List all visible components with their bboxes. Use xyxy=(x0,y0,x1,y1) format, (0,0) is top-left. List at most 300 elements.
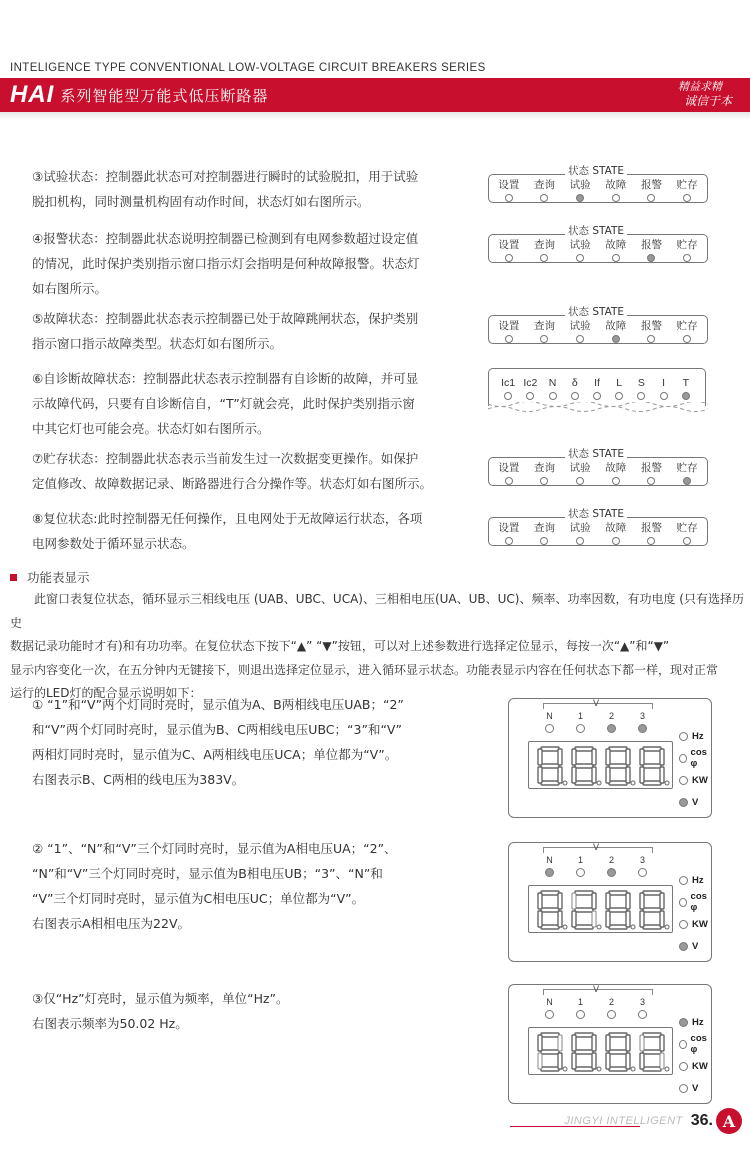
phase-label: N xyxy=(546,855,553,865)
diagnosis-indicator xyxy=(631,377,651,400)
segment xyxy=(640,893,644,909)
segment xyxy=(606,1053,610,1069)
unit-label: Hz xyxy=(692,874,704,886)
phase-indicator xyxy=(627,997,658,1019)
text-line: “V”三个灯同时亮时，显示值为C相电压UC；单位都为“V”。 xyxy=(32,891,365,906)
text-line: ① “1”和“V”两个灯同时亮时，显示值为A、B两相线电压UAB；“2” xyxy=(32,697,404,712)
indicator-led-icon xyxy=(679,898,687,907)
indicator-led-icon xyxy=(612,194,620,202)
segment xyxy=(575,891,593,895)
segment xyxy=(609,781,627,785)
segment xyxy=(572,749,576,765)
segment xyxy=(541,908,559,912)
indicator-led-icon xyxy=(545,724,554,733)
status-label: 贮存 xyxy=(676,462,698,474)
meter-panel-line-voltage xyxy=(508,698,712,818)
phase-indicator xyxy=(565,711,596,733)
status-label: 报警 xyxy=(640,462,662,474)
diagnosis-label: I xyxy=(662,377,666,389)
meter-description-phase-voltage xyxy=(32,836,397,936)
indicator-led-icon xyxy=(540,335,548,343)
status-panel-fault xyxy=(488,306,708,344)
status-indicator xyxy=(492,239,526,262)
phase-indicator xyxy=(627,711,658,733)
status-indicator xyxy=(599,179,633,202)
phase-indicator xyxy=(534,711,565,733)
phase-indicator xyxy=(596,711,627,733)
status-indicator xyxy=(527,320,561,343)
segment xyxy=(538,911,542,927)
unit-indicators xyxy=(679,725,711,813)
unit-indicator xyxy=(679,913,711,935)
status-indicator xyxy=(492,179,526,202)
segment xyxy=(643,1050,661,1054)
footer-brand: JINGYI INTELLIGENT xyxy=(564,1115,683,1127)
phase-indicator xyxy=(596,855,627,877)
indicator-led-icon xyxy=(612,537,620,545)
phase-label: 2 xyxy=(608,997,614,1007)
status-label: 贮存 xyxy=(676,239,698,251)
phase-label: N xyxy=(546,711,553,721)
text-line: 脱扣机构，同时测量机构固有动作时间，状态灯如右图所示。 xyxy=(32,194,370,209)
segment xyxy=(640,1035,644,1051)
indicator-led-icon xyxy=(540,477,548,485)
segment xyxy=(538,893,542,909)
status-label: 查询 xyxy=(533,320,555,332)
unit-indicator xyxy=(679,1077,711,1099)
text-line: 右图表示B、C两相的线电压为383V。 xyxy=(32,772,245,787)
indicator-led-icon xyxy=(647,254,655,262)
unit-indicator xyxy=(679,1011,711,1033)
text-line: 如右图所示。 xyxy=(32,281,108,296)
indicator-led-icon xyxy=(593,392,601,400)
voltage-group-label: V xyxy=(593,699,600,709)
phase-label: 2 xyxy=(608,711,614,721)
indicator-led-icon xyxy=(505,335,513,343)
diagnosis-indicators xyxy=(489,377,705,400)
phase-label: 1 xyxy=(577,711,583,721)
segment xyxy=(609,1067,627,1071)
status-label: 报警 xyxy=(640,522,662,534)
unit-indicator xyxy=(679,891,711,913)
status-indicator xyxy=(599,522,633,545)
phase-indicator xyxy=(596,997,627,1019)
text-line: 两相灯同时亮时，显示值为C、A两相线电压UCA；单位都为“V”。 xyxy=(32,747,398,762)
unit-label: V xyxy=(692,796,699,808)
status-label: 故障 xyxy=(605,179,627,191)
segment xyxy=(626,893,630,909)
diagnosis-label: L xyxy=(616,377,623,389)
segment xyxy=(575,908,593,912)
status-title: 状态 STATE xyxy=(565,305,627,319)
segment xyxy=(541,747,559,751)
segment xyxy=(575,1033,593,1037)
segment xyxy=(541,1067,559,1071)
segment xyxy=(575,1067,593,1071)
text-line: “N”和“V”三个灯同时亮时，显示值为B相电压UB；“3”、“N”和 xyxy=(32,866,383,881)
phase-label: 1 xyxy=(577,997,583,1007)
segment xyxy=(558,1035,562,1051)
logo-line-2: 诚信于本 xyxy=(683,94,732,108)
text-line: 右图表示频率为50.02 Hz。 xyxy=(32,1016,188,1031)
status-panel-test xyxy=(488,165,708,203)
unit-indicator xyxy=(679,869,711,891)
unit-label: cos φ xyxy=(690,891,707,913)
unit-indicator xyxy=(679,747,711,769)
segment xyxy=(541,891,559,895)
text-line: 和“V”两个灯同时亮时，显示值为B、C两相线电压UBC；“3”和“V” xyxy=(32,722,402,737)
unit-indicator xyxy=(679,1055,711,1077)
diagnosis-indicator xyxy=(676,377,696,400)
indicator-led-icon xyxy=(576,1010,585,1019)
indicator-led-icon xyxy=(615,392,623,400)
status-label: 报警 xyxy=(640,179,662,191)
phase-indicators xyxy=(534,711,658,733)
text-line: ③试验状态：控制器此状态可对控制器进行瞬时的试验脱扣，用于试验 xyxy=(32,169,419,184)
indicator-led-icon xyxy=(612,477,620,485)
status-indicator xyxy=(670,462,704,485)
indicator-led-icon xyxy=(679,798,688,807)
status-title: 状态 STATE xyxy=(565,447,627,461)
indicator-led-icon xyxy=(549,392,557,400)
indicator-led-icon xyxy=(505,537,513,545)
text-line: ⑥自诊断故障状态：控制器此状态表示控制器有自诊断的故障，并可显 xyxy=(32,371,419,386)
segment xyxy=(538,767,542,783)
diagnosis-indicator xyxy=(498,377,518,400)
status-label: 查询 xyxy=(533,522,555,534)
status-indicator xyxy=(599,320,633,343)
segment xyxy=(572,911,576,927)
diagnosis-label: Ic2 xyxy=(523,377,538,389)
diagnosis-indicator-panel xyxy=(486,366,710,410)
diagnosis-indicator xyxy=(543,377,563,400)
segment xyxy=(592,1053,596,1069)
phase-label: N xyxy=(546,997,553,1007)
phase-label: 3 xyxy=(639,855,645,865)
status-label: 试验 xyxy=(569,462,591,474)
indicator-led-icon xyxy=(607,1010,616,1019)
segment xyxy=(640,911,644,927)
status-label: 贮存 xyxy=(676,522,698,534)
status-indicator xyxy=(599,239,633,262)
page-footer xyxy=(564,1108,742,1134)
text-line: 显示内容变化一次，在五分钟内无键接下，则退出选择定位显示，进入循环显示状态。功能表显示内容在任何状态下都一样，现对正常 xyxy=(10,662,719,677)
seven-segment-display xyxy=(528,741,673,789)
slogan-logo xyxy=(668,80,732,108)
indicator-led-icon xyxy=(505,477,513,485)
diagnosis-indicator xyxy=(565,377,585,400)
logo-line-1: 精益求精 xyxy=(677,80,722,93)
segment xyxy=(609,747,627,751)
segment xyxy=(609,1050,627,1054)
indicator-led-icon xyxy=(647,194,655,202)
indicator-led-icon xyxy=(612,335,620,343)
indicator-led-icon xyxy=(682,392,690,400)
segment xyxy=(643,1033,661,1037)
status-indicator xyxy=(670,179,704,202)
indicator-led-icon xyxy=(683,254,691,262)
status-indicator xyxy=(492,462,526,485)
segment xyxy=(606,749,610,765)
diagnosis-label: T xyxy=(682,377,690,389)
text-line: 电网参数处于循环显示状态。 xyxy=(32,536,195,551)
phase-indicator xyxy=(565,855,596,877)
segment xyxy=(592,1035,596,1051)
segment xyxy=(626,1053,630,1069)
status-label: 贮存 xyxy=(676,179,698,191)
page-number: 36. xyxy=(690,1112,713,1129)
unit-label: Hz xyxy=(692,730,704,742)
status-indicator xyxy=(670,239,704,262)
indicator-led-icon xyxy=(576,254,584,262)
segment xyxy=(660,1035,664,1051)
segment xyxy=(609,764,627,768)
status-title: 状态 STATE xyxy=(565,224,627,238)
indicator-led-icon xyxy=(647,477,655,485)
status-indicator xyxy=(634,320,668,343)
status-label: 查询 xyxy=(533,179,555,191)
text-line: 数据记录功能时才有)和有功功率。在复位状态下按下“▲” “▼”按钮，可以对上述参数进行选择定位显示，每按一次“▲”和“▼” xyxy=(10,639,670,653)
seven-segment-display xyxy=(528,885,673,933)
status-label: 设置 xyxy=(498,239,520,251)
indicator-led-icon xyxy=(545,868,554,877)
break-line-icon xyxy=(486,402,710,412)
status-label: 查询 xyxy=(533,462,555,474)
unit-label: V xyxy=(692,1082,699,1094)
phase-indicator xyxy=(534,855,565,877)
indicator-led-icon xyxy=(683,477,691,485)
segment xyxy=(609,891,627,895)
indicator-led-icon xyxy=(576,194,584,202)
status-indicator xyxy=(527,522,561,545)
indicator-led-icon xyxy=(679,1018,688,1027)
indicator-led-icon xyxy=(679,1062,688,1071)
unit-indicator xyxy=(679,769,711,791)
status-label: 试验 xyxy=(569,179,591,191)
text-line: ⑧复位状态:此时控制器无任何操作，且电网处于无故障运行状态，各项 xyxy=(32,511,423,526)
segment xyxy=(606,1035,610,1051)
diagnosis-label: Ic1 xyxy=(501,377,516,389)
status-label: 设置 xyxy=(498,179,520,191)
indicator-led-icon xyxy=(637,392,645,400)
status-label: 故障 xyxy=(605,239,627,251)
status-panel-storage xyxy=(488,448,708,486)
segment xyxy=(626,911,630,927)
phase-label: 3 xyxy=(639,997,645,1007)
brand-mark: HAI xyxy=(10,81,55,108)
segment xyxy=(541,1050,559,1054)
segment xyxy=(592,911,596,927)
diagnosis-frame xyxy=(488,368,706,406)
indicator-led-icon xyxy=(576,477,584,485)
segment xyxy=(541,925,559,929)
paragraph-fault-state xyxy=(32,306,418,356)
phase-indicator xyxy=(534,997,565,1019)
segment xyxy=(643,747,661,751)
indicator-led-icon xyxy=(660,392,668,400)
status-title: 状态 STATE xyxy=(565,507,627,521)
segment xyxy=(643,781,661,785)
indicator-led-icon xyxy=(638,1010,647,1019)
status-label: 查询 xyxy=(533,239,555,251)
unit-indicators xyxy=(679,869,711,957)
text-line: 右图表示A相相电压为22V。 xyxy=(32,916,191,931)
segment xyxy=(575,764,593,768)
status-indicator xyxy=(492,522,526,545)
decimal-point xyxy=(631,781,635,785)
meter-panel-phase-voltage xyxy=(508,842,712,962)
phase-indicator xyxy=(627,855,658,877)
diagnosis-label: δ xyxy=(571,377,578,389)
unit-indicator xyxy=(679,935,711,957)
indicator-led-icon xyxy=(505,194,513,202)
segment xyxy=(572,1035,576,1051)
paragraph-alarm-state xyxy=(32,226,420,301)
segment xyxy=(626,749,630,765)
diagnosis-indicator xyxy=(587,377,607,400)
status-label: 贮存 xyxy=(676,320,698,332)
indicator-led-icon xyxy=(679,732,688,741)
segment xyxy=(606,893,610,909)
status-indicator xyxy=(492,320,526,343)
segment xyxy=(575,781,593,785)
unit-label: KW xyxy=(692,774,708,786)
indicator-led-icon xyxy=(505,254,513,262)
text-line: 示故障代码，只要有自诊断信自，“T”灯就会亮，此时保护类别指示窗 xyxy=(32,396,415,411)
segment xyxy=(541,764,559,768)
indicator-led-icon xyxy=(683,537,691,545)
text-line: ⑤故障状态：控制器此状态表示控制器已处于故障跳闸状态，保护类别 xyxy=(32,311,419,326)
segment xyxy=(558,1053,562,1069)
indicator-led-icon xyxy=(679,776,688,785)
unit-label: cos φ xyxy=(690,1033,707,1055)
segment xyxy=(660,1053,664,1069)
segment xyxy=(643,1067,661,1071)
phase-indicator xyxy=(565,997,596,1019)
diagnosis-indicator xyxy=(520,377,540,400)
decimal-point xyxy=(665,781,669,785)
segment xyxy=(606,911,610,927)
segment xyxy=(606,767,610,783)
status-indicator xyxy=(527,462,561,485)
status-indicator xyxy=(634,522,668,545)
status-indicator xyxy=(563,522,597,545)
status-label: 故障 xyxy=(605,522,627,534)
diagnosis-indicator xyxy=(609,377,629,400)
diagnosis-label: If xyxy=(594,377,600,389)
indicator-led-icon xyxy=(679,1084,688,1093)
segment xyxy=(575,747,593,751)
meter-description-line-voltage xyxy=(32,692,404,792)
indicator-led-icon xyxy=(576,335,584,343)
segment xyxy=(541,1033,559,1037)
status-indicator xyxy=(670,522,704,545)
unit-indicator xyxy=(679,725,711,747)
series-heading: INTELIGENCE TYPE CONVENTIONAL LOW-VOLTAGE CIRCUIT BREAKERS SERIES xyxy=(10,62,486,74)
phase-label: 3 xyxy=(639,711,645,721)
segment xyxy=(538,749,542,765)
status-indicator xyxy=(563,462,597,485)
status-label: 报警 xyxy=(640,320,662,332)
section-title: 功能表显示 xyxy=(27,570,90,585)
unit-indicator xyxy=(679,1033,711,1055)
phase-indicators xyxy=(534,855,658,877)
segment xyxy=(572,767,576,783)
decimal-point xyxy=(597,781,601,785)
decimal-point xyxy=(597,925,601,929)
status-label: 设置 xyxy=(498,522,520,534)
segment xyxy=(592,893,596,909)
segment xyxy=(643,908,661,912)
segment xyxy=(572,893,576,909)
segment xyxy=(643,925,661,929)
text-line: 的情况，此时保护类别指示窗口指示灯会指明是何种故障报警。状态灯 xyxy=(32,256,420,271)
status-indicator xyxy=(634,179,668,202)
volume-badge: A xyxy=(716,1108,742,1134)
segment xyxy=(575,925,593,929)
segment xyxy=(592,749,596,765)
text-line: 中其它灯也可能会亮。状态灯如右图所示。 xyxy=(32,421,270,436)
diagnosis-indicator xyxy=(654,377,674,400)
status-indicator xyxy=(527,239,561,262)
indicator-led-icon xyxy=(638,868,647,877)
segment xyxy=(541,781,559,785)
segment xyxy=(609,908,627,912)
paragraph-self-diagnosis xyxy=(32,366,418,441)
text-line: 指示窗口指示故障类型。状态灯如右图所示。 xyxy=(32,336,283,351)
unit-label: Hz xyxy=(692,1016,704,1028)
segment xyxy=(660,911,664,927)
indicator-led-icon xyxy=(545,1010,554,1019)
banner-left xyxy=(10,80,268,110)
status-label: 报警 xyxy=(640,239,662,251)
indicator-led-icon xyxy=(504,392,512,400)
text-line: ⑦贮存状态：控制器此状态表示当前发生过一次数据变更操作。如保护 xyxy=(32,451,419,466)
indicator-led-icon xyxy=(571,392,579,400)
unit-label: V xyxy=(692,940,699,952)
status-panel-alarm xyxy=(488,225,708,263)
decimal-point xyxy=(665,925,669,929)
status-indicator xyxy=(563,320,597,343)
segment xyxy=(660,749,664,765)
unit-label: KW xyxy=(692,1060,708,1072)
indicator-led-icon xyxy=(638,724,647,733)
text-line: ③仅“Hz”灯亮时，显示值为频率，单位“Hz”。 xyxy=(32,991,289,1006)
paragraph-test-state xyxy=(32,164,418,214)
segment xyxy=(558,767,562,783)
status-panel-reset xyxy=(488,508,708,546)
indicator-led-icon xyxy=(679,942,688,951)
status-label: 故障 xyxy=(605,462,627,474)
status-indicator xyxy=(670,320,704,343)
indicator-led-icon xyxy=(576,868,585,877)
indicator-led-icon xyxy=(679,876,688,885)
section-heading xyxy=(10,568,90,586)
text-line: 运行的LED灯的配合显示说明如下： xyxy=(10,686,202,700)
indicator-led-icon xyxy=(647,537,655,545)
segment xyxy=(640,767,644,783)
indicator-led-icon xyxy=(607,868,616,877)
status-label: 试验 xyxy=(569,320,591,332)
indicator-led-icon xyxy=(540,194,548,202)
status-label: 故障 xyxy=(605,320,627,332)
text-line: 此窗口表复位状态，循环显示三相线电压 (UAB、UBC、UCA)、三相相电压(UA、UB、UC)、频率、功率因数，有功电度 (只有选择历史 xyxy=(10,592,744,630)
decimal-point xyxy=(563,1067,567,1071)
diagnosis-label: S xyxy=(637,377,645,389)
indicator-led-icon xyxy=(679,920,688,929)
segment xyxy=(609,925,627,929)
status-label: 试验 xyxy=(569,522,591,534)
